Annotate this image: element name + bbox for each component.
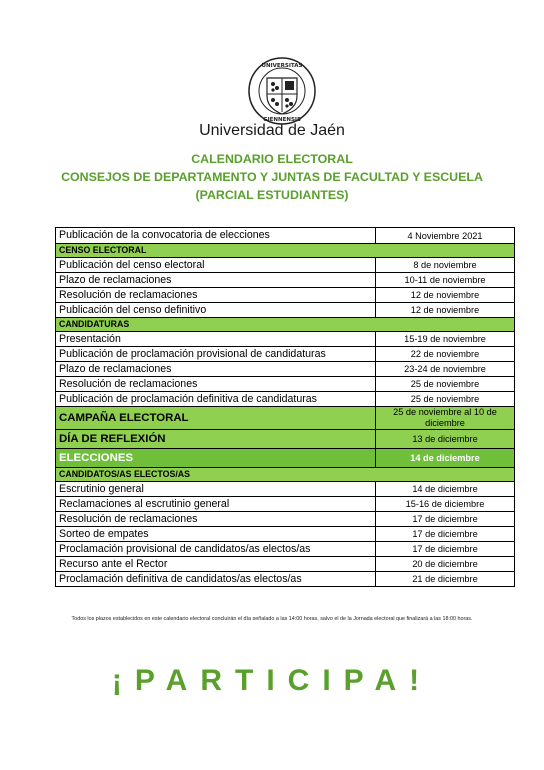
university-seal-logo [247,56,317,126]
activity-cell: Resolución de reclamaciones [56,377,376,392]
title-line-1: CALENDARIO ELECTORAL [191,152,353,166]
activity-cell: Proclamación provisional de candidatos/as electos/as [56,542,376,557]
activity-cell: Publicación de la convocatoria de elecciones [56,228,376,244]
section-header-row [56,468,515,482]
date-cell: 25 de noviembre [376,392,515,407]
date-cell: 22 de noviembre [376,347,515,362]
electoral-calendar-table [55,227,515,587]
highlight-row [56,407,515,430]
activity-cell: DÍA DE REFLEXIÓN [56,430,376,449]
date-cell: 8 de noviembre [376,258,515,273]
date-cell: 15-16 de diciembre [376,497,515,512]
table-row [56,288,515,303]
participa-slogan: ¡PARTICIPA! [111,664,433,697]
date-cell: 12 de noviembre [376,288,515,303]
activity-cell: Proclamación definitiva de candidatos/as electos/as [56,572,376,587]
date-cell: 17 de diciembre [376,512,515,527]
table-row [56,332,515,347]
date-cell: 21 de diciembre [376,572,515,587]
activity-cell: ELECCIONES [56,449,376,468]
section-title: CENSO ELECTORAL [56,244,515,258]
activity-cell: Publicación de proclamación definitiva de candidaturas [56,392,376,407]
document-titles [0,150,544,204]
activity-cell: Publicación del censo definitivo [56,303,376,318]
date-cell: 13 de diciembre [376,430,515,449]
table-row [56,392,515,407]
date-cell: 25 de noviembre [376,377,515,392]
date-cell: 10-11 de noviembre [376,273,515,288]
table-row [56,572,515,587]
activity-cell: Resolución de reclamaciones [56,512,376,527]
table-row [56,497,515,512]
university-name: Universidad de Jaén [199,122,345,139]
table-row [56,258,515,273]
date-cell: 23-24 de noviembre [376,362,515,377]
title-line-3: (PARCIAL ESTUDIANTES) [195,188,349,202]
date-cell: 14 de diciembre [376,449,515,468]
table-row [56,377,515,392]
activity-cell: Recurso ante el Rector [56,557,376,572]
date-cell: 15-19 de noviembre [376,332,515,347]
activity-cell: Presentación [56,332,376,347]
table-row [56,557,515,572]
elections-row [56,449,515,468]
activity-cell: Publicación del censo electoral [56,258,376,273]
table-row [56,527,515,542]
activity-cell: Publicación de proclamación provisional de candidaturas [56,347,376,362]
activity-cell: Sorteo de empates [56,527,376,542]
svg-text:UNIVERSITAS: UNIVERSITAS [261,63,303,69]
date-cell: 17 de diciembre [376,542,515,557]
table-row [56,542,515,557]
date-cell: 25 de noviembre al 10 de diciembre [376,407,515,430]
section-title: CANDIDATOS/AS ELECTOS/AS [56,468,515,482]
section-header-row [56,244,515,258]
activity-cell: CAMPAÑA ELECTORAL [56,407,376,430]
date-cell: 20 de diciembre [376,557,515,572]
date-cell: 4 Noviembre 2021 [376,228,515,244]
table-row [56,362,515,377]
table-row [56,347,515,362]
date-cell: 14 de diciembre [376,482,515,497]
table-row [56,228,515,244]
table-row [56,482,515,497]
date-cell: 17 de diciembre [376,527,515,542]
title-line-2: CONSEJOS DE DEPARTAMENTO Y JUNTAS DE FACULTAD Y ESCUELA [61,170,483,184]
deadline-note: Todos los plazos establecidos en este calendario electoral concluirán el día señalado a las 14:00 horas, salvo el de la Jornada electoral que finalizará a las 18:00 horas. [71,616,473,622]
activity-cell: Reclamaciones al escrutinio general [56,497,376,512]
table-row [56,273,515,288]
section-title: CANDIDATURAS [56,318,515,332]
section-header-row [56,318,515,332]
activity-cell: Plazo de reclamaciones [56,273,376,288]
activity-cell: Escrutinio general [56,482,376,497]
date-cell: 12 de noviembre [376,303,515,318]
highlight-row [56,430,515,449]
activity-cell: Plazo de reclamaciones [56,362,376,377]
svg-text:GIENNENSIS: GIENNENSIS [263,117,301,123]
table-row [56,303,515,318]
table-row [56,512,515,527]
activity-cell: Resolución de reclamaciones [56,288,376,303]
